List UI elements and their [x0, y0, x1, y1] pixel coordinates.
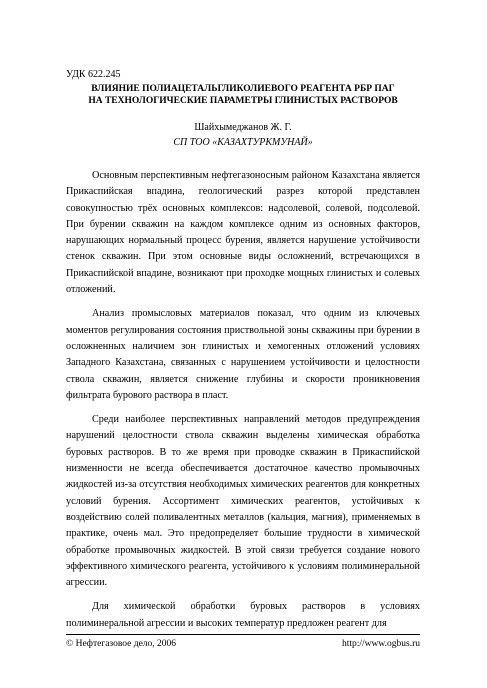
footer-url-link[interactable]: http://www.ogbus.ru	[341, 639, 420, 649]
article-body	[66, 168, 420, 640]
organization-name: СП ТОО «КАЗАХТУРКМУНАЙ»	[173, 137, 313, 148]
udk-code: УДК 622.245	[66, 69, 121, 80]
title-line-2: НА ТЕХНОЛОГИЧЕСКИЕ ПАРАМЕТРЫ ГЛИНИСТЫХ РАСТВОРОВ	[88, 96, 398, 106]
title-line-1: ВЛИЯНИЕ ПОЛИАЦЕТАЛЬГЛИКОЛИЕВОГО РЕАГЕНТА РБР ПАГ	[91, 84, 395, 94]
footer-copyright: © Нефтегазовое дело, 2006	[66, 639, 177, 649]
paragraph-1: Основным перспективным нефтегазоносным районом Казахстана является Прикаспийская впадина, геологический разрез которой представлен совокупностью трёх основных комплексов: надсолевой, солевой, подсолевой. При бурении скважин на каждом комплексе одним из основных факторов, нарушающих нормальный процесс бурения, является нарушение устойчивости стенок скважин. При этом основные виды осложнений, встречающихся в Прикаспийской впадине, возникают при проходке мощных глинистых и солевых отложений.	[66, 170, 420, 296]
paragraph-2: Анализ промысловых материалов показал, что одним из ключевых моментов регулирования состояния приствольной зоны скважины при бурении в осложненных наличием зон глинистых и хемогенных отложений условиях Западного Казахстана, связанных с нарушением устойчивости и целостности ствола скважин, является снижение глубины и скорости проникновения фильтрата бурового раствора в пласт.	[66, 308, 420, 401]
article-title	[66, 83, 420, 107]
paragraph-3: Среди наиболее перспективных направлений методов предупреждения нарушений целостности ствола скважин выделены химическая обработка буровых растворов. В то же время при проводке скважин в Прикаспийской низменности не всегда обеспечивается достаточное качество промывочных жидкостей из-за отсутствия необходимых химических реагентов для конкретных условий бурения. Ассортимент химических реагентов, устойчивых к воздействию солей поливалентных металлов (кальция, магния), применяемых в практике, очень мал. Это предопределяет большие трудности в химической обработке промывочных жидкостей. В этой связи требуется создание нового эффективного химического реагента, устойчивого к условиям полиминеральной агрессии.	[66, 414, 420, 589]
footer-divider	[66, 634, 420, 635]
paragraph-4: Для химической обработки буровых растворов в условиях полиминеральной агрессии и высоких температур предложен реагент для	[66, 601, 420, 629]
author-name: Шайхымеджанов Ж. Г.	[194, 122, 292, 133]
